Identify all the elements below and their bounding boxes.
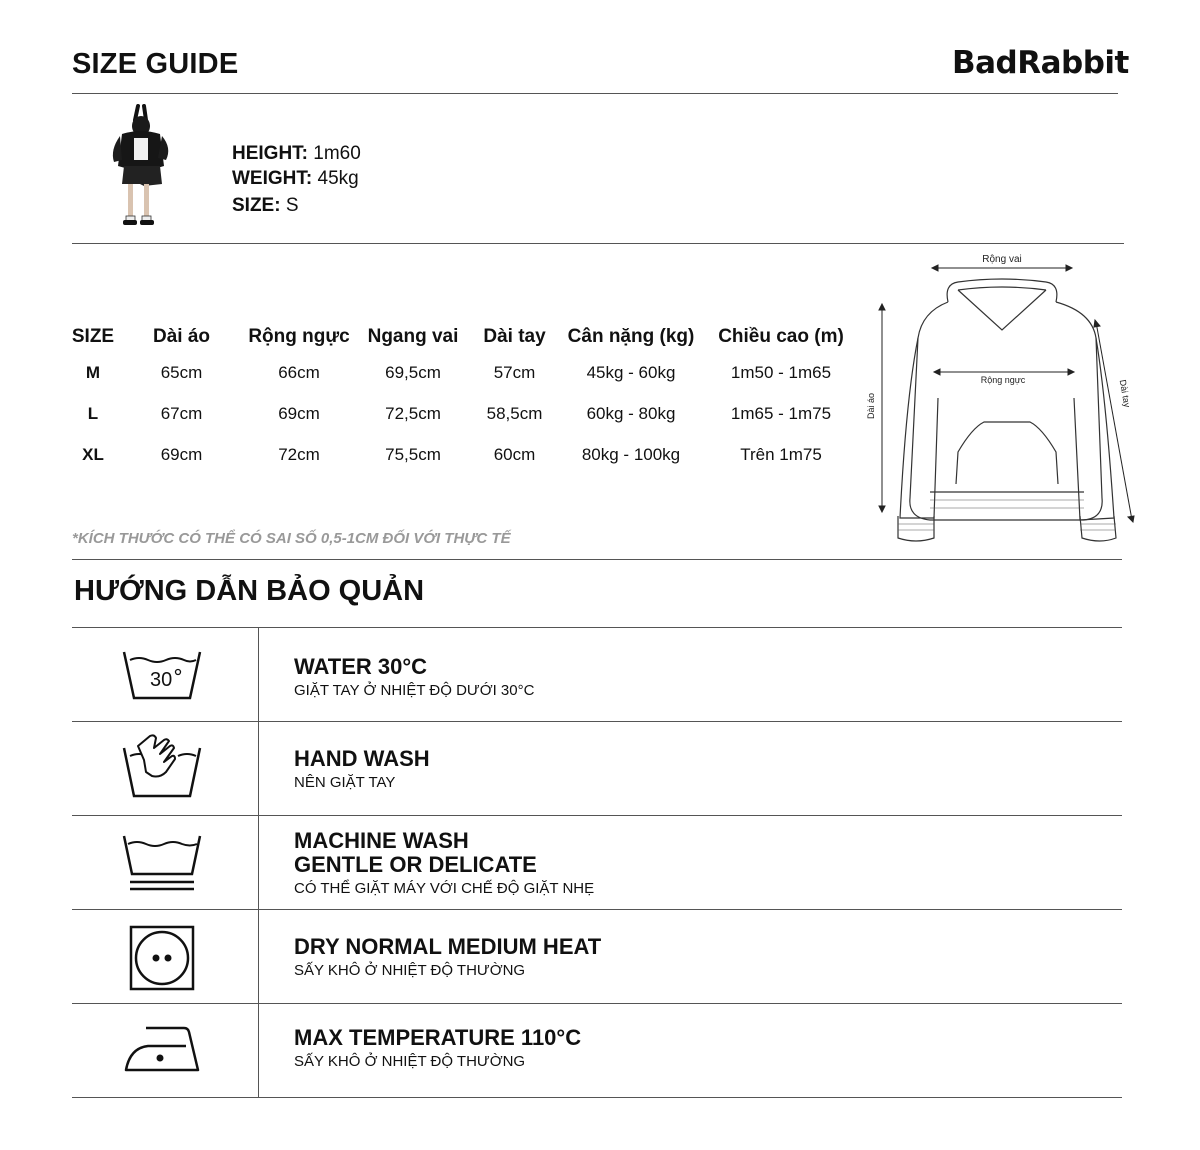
hand-wash-icon bbox=[120, 732, 204, 800]
hoodie-measurement-diagram bbox=[860, 248, 1150, 548]
table-cell: 60cm bbox=[493, 444, 536, 464]
table-cell: 69cm bbox=[278, 403, 320, 423]
table-cell: 75,5cm bbox=[385, 444, 441, 464]
wash-temp-label: 30 bbox=[150, 669, 173, 691]
header-weight: Cân nặng (kg) bbox=[567, 326, 695, 347]
header-chest: Rộng ngực bbox=[248, 326, 350, 347]
table-row bbox=[62, 352, 862, 393]
machine-wash-gentle-icon bbox=[120, 832, 204, 894]
model-size: SIZE: S bbox=[232, 195, 299, 216]
table-cell: 69,5cm bbox=[385, 362, 441, 382]
size-tolerance-note: *KÍCH THƯỚC CÓ THỂ CÓ SAI SỐ 0,5-1CM ĐỐI VỚI THỰC TẾ bbox=[72, 530, 511, 547]
care-section-title: HƯỚNG DẪN BẢO QUẢN bbox=[74, 575, 425, 607]
table-cell: 58,5cm bbox=[486, 403, 543, 423]
care-item-subtitle: NÊN GIẶT TAY bbox=[294, 774, 396, 791]
care-item-water-30 bbox=[72, 628, 1122, 721]
model-weight: WEIGHT: 45kg bbox=[232, 168, 359, 189]
iron-medium-icon bbox=[122, 1022, 202, 1076]
table-cell: 66cm bbox=[278, 362, 320, 382]
care-item-title: MACHINE WASH bbox=[294, 828, 469, 853]
care-item-dry bbox=[72, 910, 1122, 1003]
header-length: Dài áo bbox=[152, 326, 211, 347]
table-cell: 80kg - 100kg bbox=[581, 444, 681, 464]
care-item-title: HAND WASH bbox=[294, 746, 430, 771]
diagram-label-length: Dài áo bbox=[866, 392, 876, 420]
diagram-label-shoulder: Rộng vai bbox=[982, 254, 1022, 265]
care-item-iron bbox=[72, 1004, 1122, 1097]
table-row bbox=[62, 393, 862, 434]
table-cell: 72,5cm bbox=[385, 403, 441, 423]
divider bbox=[72, 1097, 1122, 1098]
table-cell: 60kg - 80kg bbox=[586, 403, 676, 423]
table-cell: 65cm bbox=[160, 362, 203, 382]
model-photo bbox=[100, 104, 190, 230]
header-sleeve: Dài tay bbox=[483, 326, 546, 347]
header-size: SIZE bbox=[71, 326, 115, 347]
care-item-title-line-2: GENTLE OR DELICATE bbox=[294, 852, 537, 877]
tumble-dry-medium-icon bbox=[128, 924, 196, 992]
care-item-hand-wash bbox=[72, 722, 1122, 815]
care-item-machine-wash bbox=[72, 816, 1122, 909]
divider bbox=[72, 243, 1124, 244]
care-item-subtitle: GIẶT TAY Ở NHIỆT ĐỘ DƯỚI 30°C bbox=[294, 682, 535, 699]
table-cell: XL bbox=[82, 444, 104, 464]
care-item-title: WATER 30°C bbox=[294, 654, 428, 679]
care-item-subtitle: CÓ THỂ GIẶT MÁY VỚI CHẾ ĐỘ GIẶT NHẸ bbox=[294, 880, 595, 897]
table-cell: 72cm bbox=[278, 444, 320, 464]
care-item-title: DRY NORMAL MEDIUM HEAT bbox=[294, 934, 602, 959]
table-cell: 67cm bbox=[160, 403, 203, 423]
table-row bbox=[62, 434, 862, 475]
table-cell: Trên 1m75 bbox=[740, 444, 822, 464]
wash-30-icon bbox=[120, 646, 204, 704]
care-item-title: MAX TEMPERATURE 110°C bbox=[294, 1025, 582, 1050]
diagram-label-chest: Rộng ngực bbox=[980, 375, 1026, 385]
table-cell: L bbox=[87, 403, 99, 423]
table-cell: 1m50 - 1m65 bbox=[730, 362, 832, 382]
care-item-subtitle: SẤY KHÔ Ở NHIỆT ĐỘ THƯỜNG bbox=[294, 962, 526, 979]
header-height: Chiều cao (m) bbox=[718, 326, 844, 347]
size-table bbox=[62, 322, 862, 475]
model-height: HEIGHT: 1m60 bbox=[232, 143, 361, 164]
header-shoulder: Ngang vai bbox=[367, 326, 459, 347]
page-title: SIZE GUIDE bbox=[72, 48, 239, 80]
brand-logo: BadRabbit bbox=[952, 45, 1129, 81]
size-table-header bbox=[62, 322, 862, 352]
table-cell: 45kg - 60kg bbox=[586, 362, 676, 382]
divider bbox=[72, 559, 1122, 560]
diagram-label-sleeve: Dài tay bbox=[1117, 378, 1133, 409]
table-cell: 69cm bbox=[160, 444, 203, 464]
care-item-subtitle: SẤY KHÔ Ở NHIỆT ĐỘ THƯỜNG bbox=[294, 1053, 526, 1070]
table-cell: M bbox=[85, 362, 101, 382]
table-cell: 57cm bbox=[493, 362, 536, 382]
divider bbox=[72, 93, 1118, 94]
table-cell: 1m65 - 1m75 bbox=[730, 403, 832, 423]
